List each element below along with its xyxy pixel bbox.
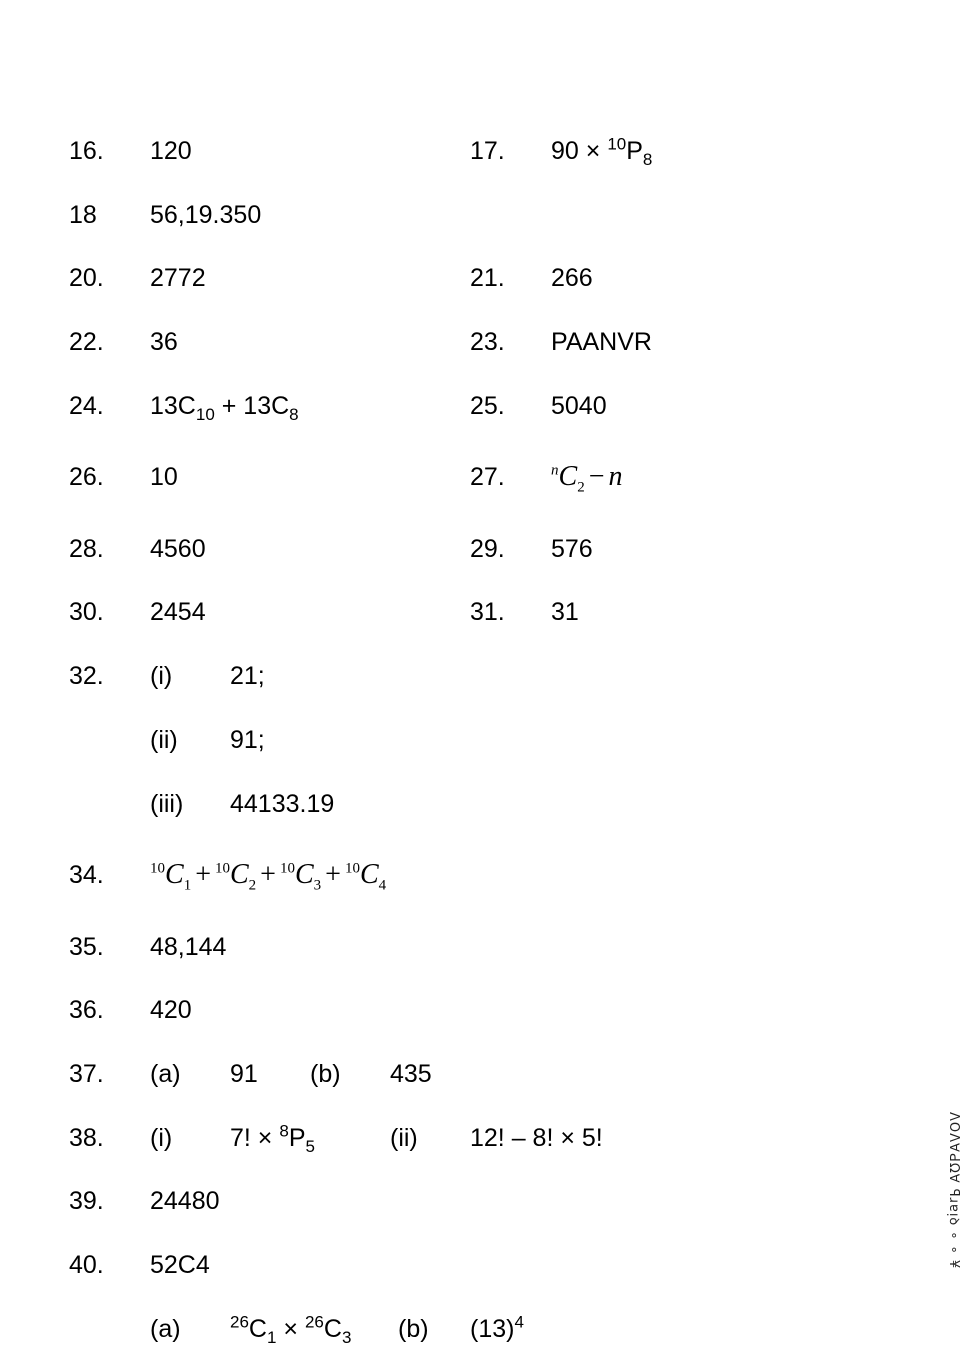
answer-value: 44133.19 (230, 790, 335, 818)
question-number: 27. (470, 463, 505, 491)
question-number: 20. (69, 264, 104, 292)
part-label: (ii) (150, 726, 178, 754)
answer-value: 4560 (150, 535, 206, 563)
answer-row-36 (0, 990, 972, 1030)
answer-value: 31 (551, 598, 579, 626)
answer-value: 7! × $^8P_5$ (230, 1121, 315, 1156)
math-expression: $^nC_2 - n$ (551, 461, 623, 496)
question-number: 38. (69, 1124, 104, 1152)
answer-value: 21; (230, 662, 265, 690)
answer-row-32-iii (0, 784, 972, 824)
answer-value: 56,19.350 (150, 201, 262, 229)
math-expression: $^{10}C_1 + ^{10}C_2 + ^{10}C_3 + ^{10}C_4$ (150, 859, 387, 894)
question-number: 28. (69, 535, 104, 563)
answer-value: 91 (230, 1060, 258, 1088)
question-number: 39. (69, 1187, 104, 1215)
answer-value: 2454 (150, 598, 206, 626)
answer-value: $13C_{10} + 13C_8$ (150, 392, 299, 424)
answer-value: 435 (390, 1060, 432, 1088)
part-label: (i) (150, 1124, 173, 1152)
part-label: (iii) (150, 790, 184, 818)
question-number: 21. (470, 264, 505, 292)
question-number: 17. (470, 137, 505, 165)
question-number: 36. (69, 996, 104, 1024)
question-number: 29. (470, 535, 505, 563)
answer-value: 576 (551, 535, 593, 563)
answer-row-40 (0, 1245, 972, 1285)
answer-value: 48,144 (150, 933, 227, 961)
question-number: 34. (69, 861, 104, 889)
question-number: 24. (69, 392, 104, 420)
answer-value: 91; (230, 726, 265, 754)
answer-value: 420 (150, 996, 192, 1024)
question-number: 31. (470, 598, 505, 626)
answer-row-18 (0, 195, 972, 235)
answer-value: 266 (551, 264, 593, 292)
answer-row-26-27 (0, 457, 972, 497)
question-number: 35. (69, 933, 104, 961)
question-number: 37. (69, 1060, 104, 1088)
answer-row-37 (0, 1054, 972, 1094)
answer-row-39 (0, 1181, 972, 1221)
answer-value: 2772 (150, 264, 206, 292)
question-number: 25. (470, 392, 505, 420)
answer-row-16-17 (0, 131, 972, 171)
answer-value: $90 \times ^{10}P_8$ (551, 134, 653, 169)
question-number: 23. (470, 328, 505, 356)
question-number: 40. (69, 1251, 104, 1279)
question-number: 32. (69, 662, 104, 690)
question-number: 16. (69, 137, 104, 165)
answer-row-22-23 (0, 322, 972, 362)
answer-value: $^{26}C_1 \times ^{26}C_3$ (230, 1312, 352, 1347)
answer-value: $(13)^4$ (470, 1312, 524, 1343)
answer-value: 24480 (150, 1187, 220, 1215)
answer-row-40-parts (0, 1309, 972, 1349)
part-label: (i) (150, 662, 173, 690)
answer-row-34 (0, 855, 972, 895)
question-number: 30. (69, 598, 104, 626)
part-label: (a) (150, 1315, 181, 1343)
answer-value: 5040 (551, 392, 607, 420)
answer-value: 36 (150, 328, 178, 356)
answer-row-30-31 (0, 592, 972, 632)
part-label: (b) (310, 1060, 341, 1088)
answer-row-32-ii (0, 720, 972, 760)
question-number: 18 (69, 201, 97, 229)
question-number: 26. (69, 463, 104, 491)
question-number: 22. (69, 328, 104, 356)
answer-value: 12! – 8! × 5! (470, 1124, 603, 1152)
side-watermark: ɅOɅ∀ԀΩ∀ ꟼɹɐᴉꝺ ∘ ∘ ¥ (946, 1112, 961, 1270)
answer-row-32 (0, 656, 972, 696)
answer-row-35 (0, 927, 972, 967)
answer-row-28-29 (0, 529, 972, 569)
part-label: (ii) (390, 1124, 418, 1152)
part-label: (a) (150, 1060, 181, 1088)
part-label: (b) (398, 1315, 429, 1343)
answer-value: 10 (150, 463, 178, 491)
answer-row-38 (0, 1118, 972, 1158)
answer-value: 52C4 (150, 1251, 210, 1279)
answer-row-20-21 (0, 258, 972, 298)
answer-value: 120 (150, 137, 192, 165)
answer-value: PAANVR (551, 328, 652, 356)
answer-row-24-25 (0, 386, 972, 426)
